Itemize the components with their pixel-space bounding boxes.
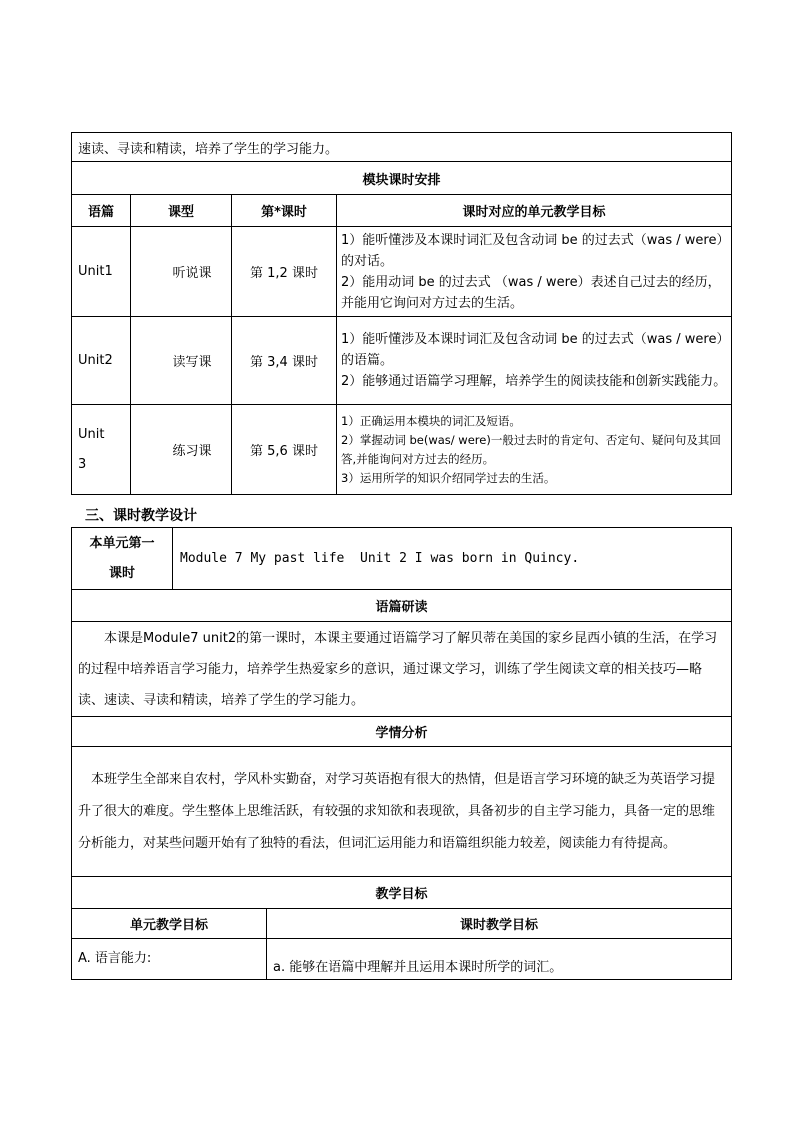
unit-name: Unit2: [72, 317, 131, 405]
unit-goals: [337, 227, 732, 317]
lesson-period: 第 3,4 课时: [232, 317, 337, 405]
unit-goal-header: 单元教学目标: [72, 909, 267, 939]
goal-item: 3）运用所学的知识介绍同学过去的生活。: [341, 470, 556, 485]
lesson-goal-a: a. 能够在语篇中理解并且运用本课时所学的词汇。: [267, 939, 732, 980]
goal-item: 2）能用动词 be 的过去式 （was / were）表述自己过去的经历，并能用它询问对方过去的生活。: [341, 274, 721, 311]
table-row: [72, 317, 732, 405]
text-study-heading: 语篇研读: [72, 590, 732, 622]
unit-goals: [337, 317, 732, 405]
lesson-type: 读写课: [131, 317, 232, 405]
lesson-design-table: [71, 527, 732, 980]
header-goals: 课时对应的单元教学目标: [337, 195, 732, 227]
lesson-goal-header: 课时教学目标: [267, 909, 732, 939]
header-period: 第*课时: [232, 195, 337, 227]
table-row: [72, 405, 732, 495]
goal-item: 1）能听懂涉及本课时词汇及包含动词 be 的过去式（was / were）的对话。: [341, 232, 723, 269]
header-text: 语篇: [72, 195, 131, 227]
schedule-heading: 模块课时安排: [72, 162, 732, 195]
lesson-type: 听说课: [131, 227, 232, 317]
objectives-heading: 教学目标: [72, 877, 732, 909]
module-schedule-table: [71, 132, 732, 495]
goal-item: 2）掌握动词 be(was/ were)一般过去时的肯定句、否定句、疑问句及其回答,并能询问对方过去的经历。: [341, 432, 721, 466]
text-study-body: 本课是Module7 unit2的第一课时，本课主要通过语篇学习了解贝蒂在美国的家乡昆西小镇的生活，在学习的过程中培养语言学习能力，培养学生热爱家乡的意识，通过课文学习，训练了学生阅读文章的相关技巧—略读、速读、寻读和精读，培养了学生的学习能力。: [72, 622, 732, 717]
goal-item: 1）正确运用本模块的词汇及短语。: [341, 413, 521, 428]
lesson-type: 练习课: [131, 405, 232, 495]
unit-name: Unit1: [72, 227, 131, 317]
unit-goals: [337, 405, 732, 495]
lesson-title: Module 7 My past life Unit 2 I was born in Quincy.: [173, 528, 732, 590]
table-row: [72, 227, 732, 317]
goal-item: 2）能够通过语篇学习理解，培养学生的阅读技能和创新实践能力。: [341, 374, 727, 389]
section-heading: 三、课时教学设计: [85, 508, 197, 524]
unit-goal-a: A. 语言能力:: [72, 939, 267, 980]
unit-name: Unit 3: [72, 405, 131, 495]
header-type: 课型: [131, 195, 232, 227]
analysis-heading: 学情分析: [72, 717, 732, 747]
lesson-label: 本单元第一课时: [72, 528, 173, 590]
lesson-period: 第 5,6 课时: [232, 405, 337, 495]
analysis-body: 本班学生全部来自农村，学风朴实勤奋，对学习英语抱有很大的热情，但是语言学习环境的缺乏为英语学习提升了很大的难度。学生整体上思维活跃，有较强的求知欲和表现欲，具备初步的自主学习能力，具备一定的思维分析能力，对某些问题开始有了独特的看法，但词汇运用能力和语篇组织能力较差，阅读能力有待提高。: [72, 747, 732, 877]
lesson-period: 第 1,2 课时: [232, 227, 337, 317]
intro-text: 速读、寻读和精读，培养了学生的学习能力。: [72, 133, 732, 162]
goal-item: 1）能听懂涉及本课时词汇及包含动词 be 的过去式（was / were）的语篇。: [341, 332, 723, 368]
